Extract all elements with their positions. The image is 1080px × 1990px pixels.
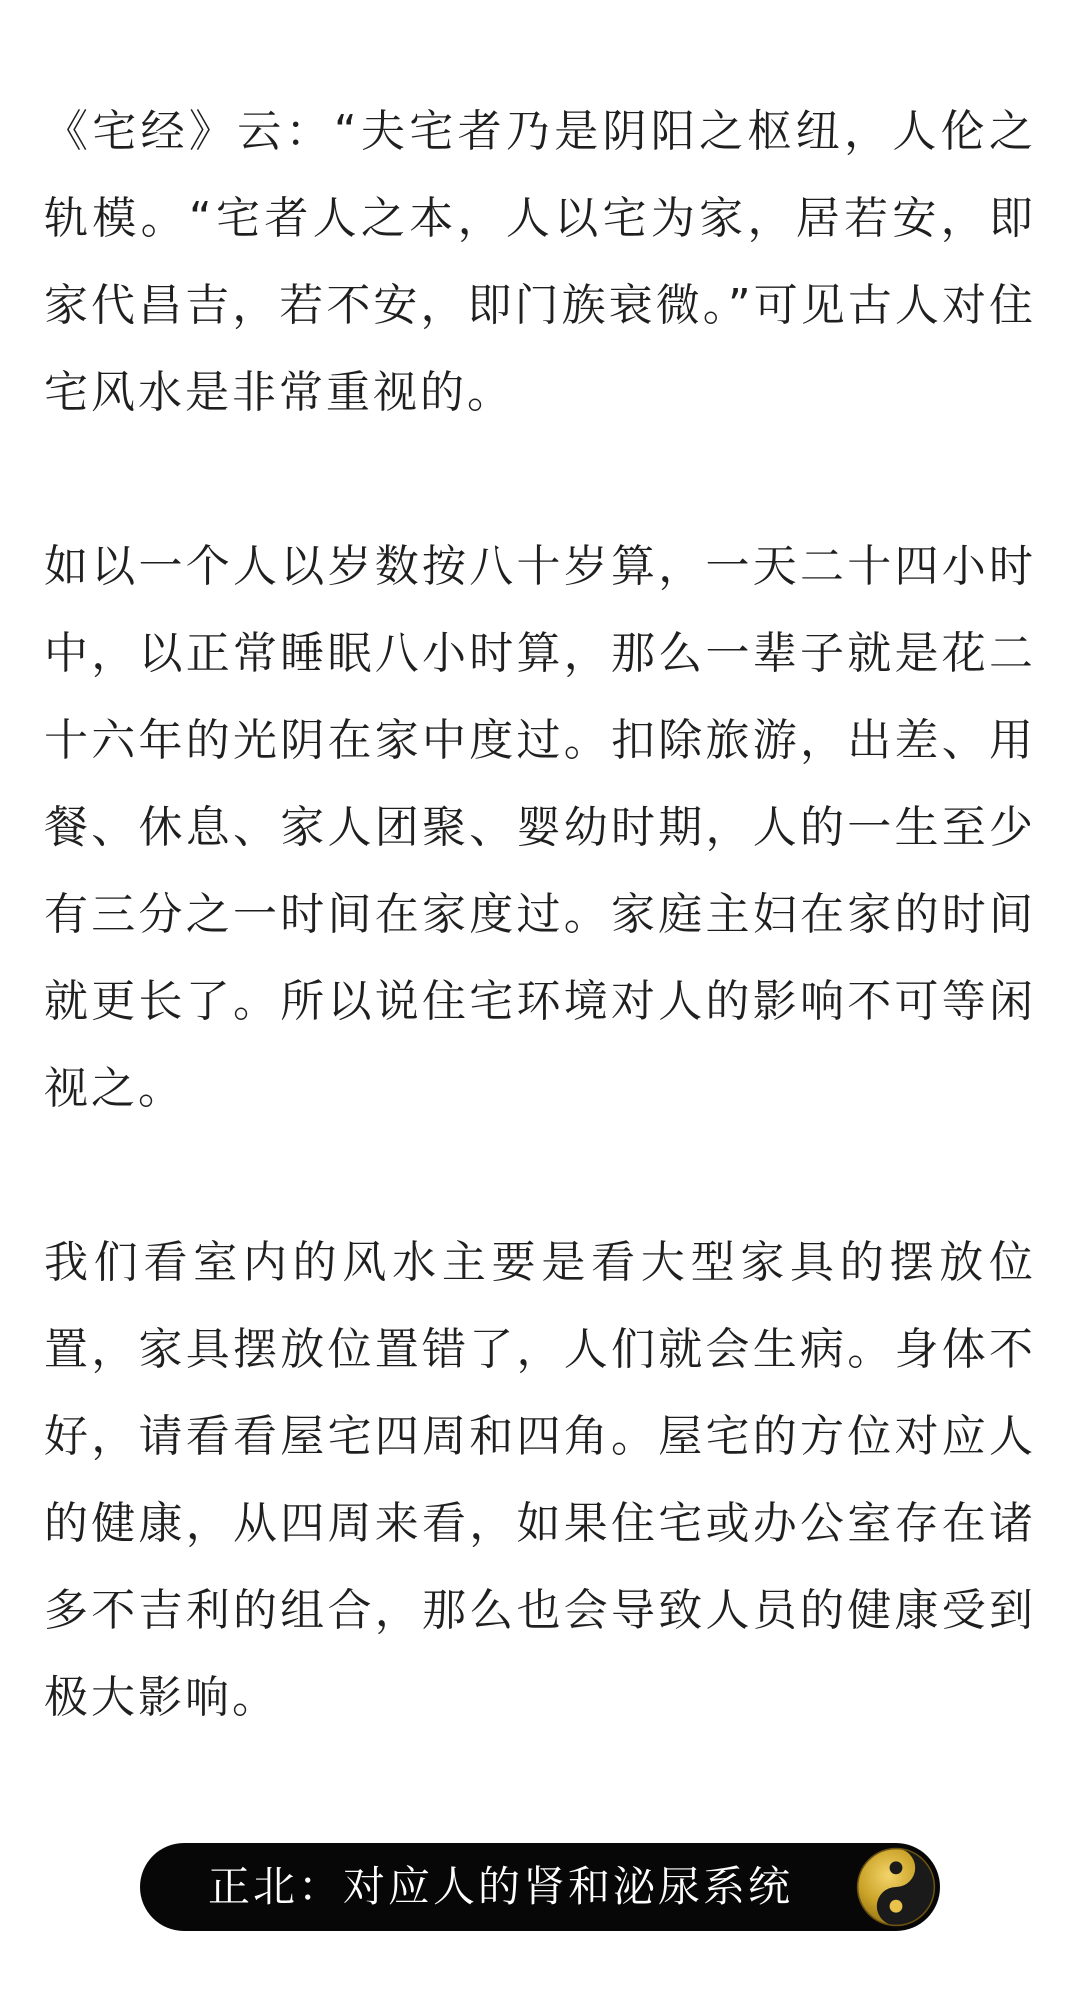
article-body: [44, 88, 1036, 1741]
paragraph-3: 我们看室内的风水主要是看大型家具的摆放位置，家具摆放位置错了，人们就会生病。身体不好，请看看屋宅四周和四角。屋宅的方位对应人的健康，从四周来看，如果住宅或办公室存在诸多不吉利的组合，那么也会导致人员的健康受到极大影响。: [44, 1237, 1036, 1723]
paragraph-2: 如以一个人以岁数按八十岁算，一天二十四小时中，以正常睡眠八小时算，那么一辈子就是花二十六年的光阴在家中度过。扣除旅游，出差、用餐、休息、家人团聚、婴幼时期，人的一生至少有三分之一时间在家度过。家庭主妇在家的时间就更长了。所以说住宅环境对人的影响不可等闲视之。: [44, 541, 1036, 1114]
section-banner: [140, 1843, 940, 1931]
banner-title: 正北：对应人的肾和泌尿系统: [208, 1862, 794, 1911]
paragraph-1: 《宅经》云：“夫宅者乃是阴阳之枢纽，人伦之轨模。“宅者人之本，人以宅为家，居若安，即家代昌吉，若不安，即门族衰微。”可见古人对住宅风水是非常重视的。: [44, 106, 1036, 418]
yin-yang-icon: [856, 1847, 936, 1927]
